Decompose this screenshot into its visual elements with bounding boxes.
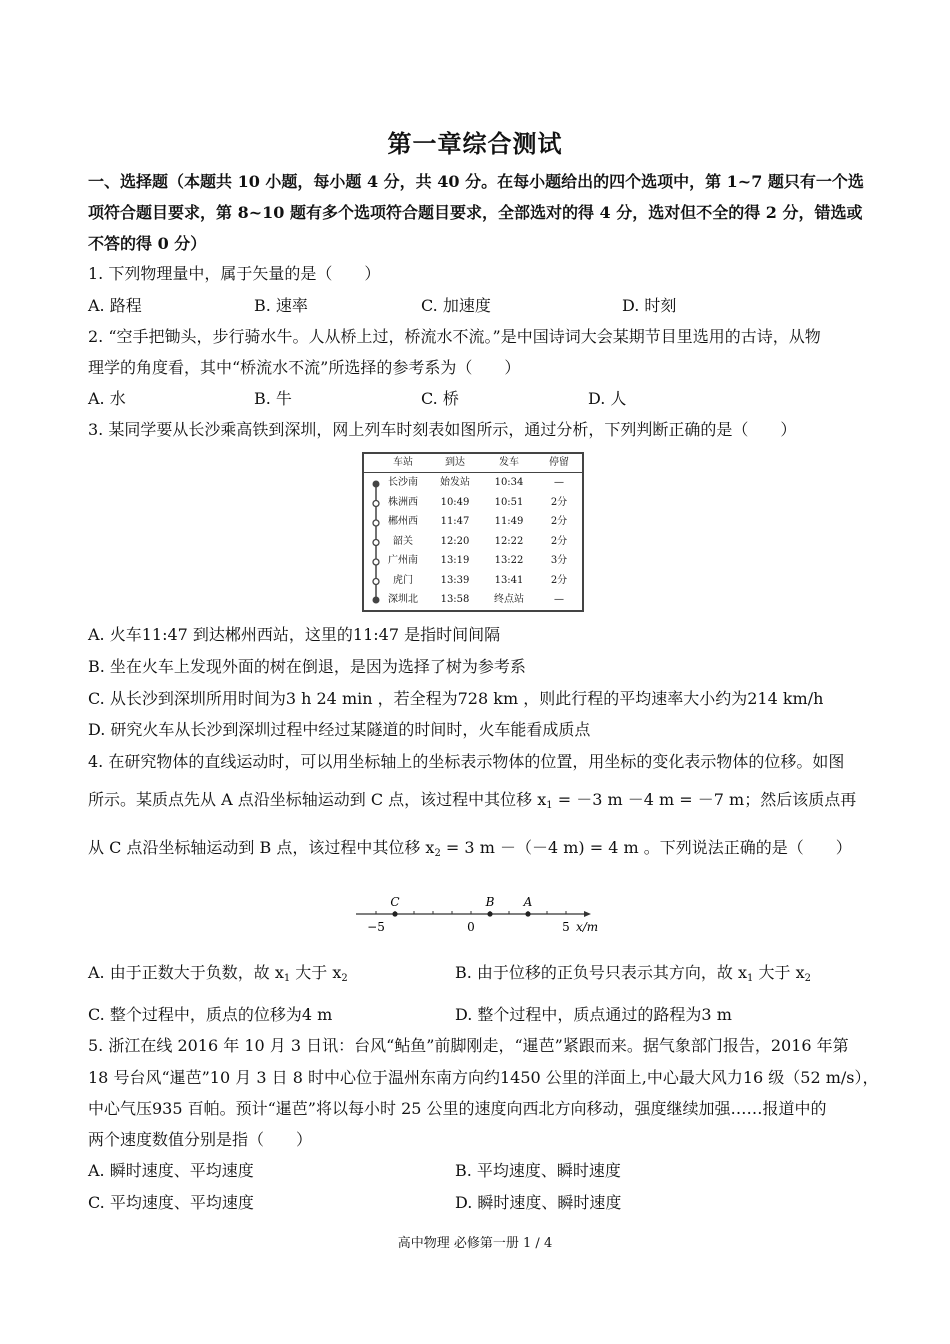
- timetable-row: [364, 474, 582, 494]
- timetable-header-cell: 车站: [393, 457, 413, 468]
- timetable-cell: 韶关: [393, 535, 413, 547]
- page-footer: 高中物理 必修第一册 1 / 4: [397, 1236, 553, 1251]
- q1-option-b: B. 速率: [254, 296, 308, 315]
- question-1-stem: 1. 下列物理量中，属于矢量的是（ ）: [88, 264, 381, 283]
- timetable-row: [364, 591, 582, 611]
- page-title: 第一章综合测试: [387, 129, 563, 158]
- coordinate-axis-figure: [356, 887, 606, 937]
- timetable-header-cell: 发车: [499, 457, 519, 468]
- timetable-row: [364, 572, 582, 592]
- timetable-cell: 10:49: [440, 496, 470, 508]
- axis-arrow-icon: [584, 911, 591, 917]
- section-instruction-line: 一、选择题（本题共 10 小题，每小题 4 分，共 40 分。在每小题给出的四个选项中，第 1~7 题只有一个选: [88, 172, 864, 191]
- q3-option-a: A. 火车11:47 到达郴州西站，这里的11:47 是指时间间隔: [88, 625, 501, 644]
- timetable-cell: 11:49: [494, 516, 524, 527]
- q5-option-d: D. 瞬时速度、瞬时速度: [455, 1193, 622, 1212]
- axis-point: [525, 911, 530, 916]
- timetable-row: [364, 513, 582, 533]
- timetable-cell: 长沙南: [388, 477, 418, 488]
- timetable-cell: 广州南: [388, 555, 418, 566]
- timetable-cell: 3分: [550, 555, 568, 566]
- axis-point: [487, 911, 492, 916]
- question-3-stem: 3. 某同学要从长沙乘高铁到深圳，网上列车时刻表如图所示，通过分析，下列判断正确的是（ ）: [88, 420, 797, 439]
- timetable-cell: 13:58: [440, 594, 470, 605]
- q2-option-a: A. 水: [88, 389, 126, 408]
- question-4-stem: 所示。某质点先从 A 点沿坐标轴运动到 C 点，该过程中其位移 $x_1 = -3$ m －4 m = －7 m；然后该质点再: [88, 790, 857, 811]
- q5-option-c: C. 平均速度、平均速度: [88, 1193, 254, 1212]
- question-4-stem: 4. 在研究物体的直线运动时，可以用坐标轴上的坐标表示物体的位置，用坐标的变化表示物体的位移。如图: [88, 752, 845, 771]
- timetable-cell: 12:22: [494, 535, 524, 547]
- axis-point-label: A: [523, 895, 533, 909]
- timetable-cell: 13:41: [494, 574, 524, 586]
- q1-option-c: C. 加速度: [421, 296, 491, 315]
- q3-option-b: B. 坐在火车上发现外面的树在倒退，是因为选择了树为参考系: [88, 657, 526, 676]
- axis-unit-label: x/m: [576, 920, 599, 934]
- axis-point-label: B: [485, 895, 495, 909]
- q3-option-c: C. 从长沙到深圳所用时间为3 h 24 min ，若全程为728 km ，则此行程的平均速率大小约为214 km/h: [88, 689, 824, 708]
- train-timetable: [362, 452, 584, 612]
- timetable-cell: 13:22: [494, 555, 524, 566]
- timetable-cell: 始发站: [440, 477, 470, 488]
- axis-point-label: C: [390, 895, 400, 909]
- q4-option-a: A. 由于正数大于负数，故 $x_1$ 大于 $x_2$: [88, 963, 348, 984]
- coordinate-axis: [356, 887, 606, 937]
- q2-option-b: B. 牛: [254, 389, 292, 408]
- timetable-cell: 13:19: [440, 555, 470, 566]
- timetable-cell: 终点站: [494, 594, 524, 605]
- timetable-cell: —: [554, 477, 564, 488]
- axis-point: [392, 911, 397, 916]
- question-4-stem: 从 C 点沿坐标轴运动到 B 点，该过程中其位移 $x_2 = 3$ m －（－4 m) = 4 m 。下列说法正确的是（ ）: [88, 838, 852, 859]
- axis-tick-label: 5: [562, 920, 570, 934]
- q2-option-c: C. 桥: [421, 389, 459, 408]
- q5-option-b: B. 平均速度、瞬时速度: [455, 1161, 621, 1180]
- section-instruction-line: 不答的得 0 分）: [88, 234, 207, 253]
- q4-option-d: D. 整个过程中，质点通过的路程为3 m: [455, 1005, 732, 1024]
- axis-tick-label: 0: [467, 920, 475, 934]
- timetable-row: [364, 552, 582, 572]
- timetable-cell: 11:47: [440, 516, 470, 527]
- q3-option-d: D. 研究火车从长沙到深圳过程中经过某隧道的时间时，火车能看成质点: [88, 720, 591, 739]
- question-5-stem: 5. 浙江在线 2016 年 10 月 3 日讯：台风“鲇鱼”前脚刚走，“暹芭”紧跟而来。据气象部门报告，2016 年第: [88, 1036, 849, 1055]
- section-instruction-line: 项符合题目要求，第 8~10 题有多个选项符合题目要求，全部选对的得 4 分，选对但不全的得 2 分，错选或: [88, 203, 863, 222]
- question-5-stem: 两个速度数值分别是指（ ）: [88, 1130, 313, 1149]
- timetable-cell: 12:20: [440, 535, 470, 547]
- question-5-stem: 18 号台风“暹芭”10 月 3 日 8 时中心位于温州东南方向约1450 公里的洋面上,中心最大风力16 级（52 m/s），: [88, 1068, 879, 1087]
- timetable-cell: 10:34: [494, 477, 524, 488]
- timetable-cell: 虎门: [393, 574, 413, 586]
- timetable-cell: 深圳北: [388, 594, 418, 605]
- timetable-header-cell: 停留: [549, 457, 569, 468]
- timetable-cell: 郴州西: [388, 516, 418, 527]
- question-2-stem: 2. “空手把锄头，步行骑水牛。人从桥上过，桥流水不流。”是中国诗词大会某期节目里选用的古诗，从物: [88, 327, 821, 346]
- timetable-row: [364, 494, 582, 514]
- q1-option-a: A. 路程: [88, 296, 142, 315]
- timetable-cell: 10:51: [494, 496, 524, 508]
- q2-option-d: D. 人: [588, 389, 627, 408]
- timetable-cell: 株洲西: [388, 496, 418, 508]
- question-2-stem: 理学的角度看，其中“桥流水不流”所选择的参考系为（ ）: [88, 358, 521, 377]
- timetable-cell: 2分: [550, 516, 568, 527]
- q5-option-a: A. 瞬时速度、平均速度: [88, 1161, 254, 1180]
- question-5-stem: 中心气压935 百帕。预计“暹芭”将以每小时 25 公里的速度向西北方向移动，强度继续加强……报道中的: [88, 1099, 827, 1118]
- timetable-header-cell: 到达: [445, 457, 465, 468]
- timetable-cell: 2分: [550, 574, 568, 586]
- q1-option-d: D. 时刻: [622, 296, 677, 315]
- timetable-row: [364, 533, 582, 553]
- axis-tick-label: −5: [367, 920, 385, 934]
- q4-option-b: B. 由于位移的正负号只表示其方向，故 $x_1$ 大于 $x_2$: [455, 963, 811, 984]
- timetable-cell: 2分: [550, 496, 568, 508]
- timetable-cell: —: [554, 594, 564, 605]
- q4-option-c: C. 整个过程中，质点的位移为4 m: [88, 1005, 333, 1024]
- timetable-cell: 13:39: [440, 574, 470, 586]
- timetable-cell: 2分: [550, 535, 568, 547]
